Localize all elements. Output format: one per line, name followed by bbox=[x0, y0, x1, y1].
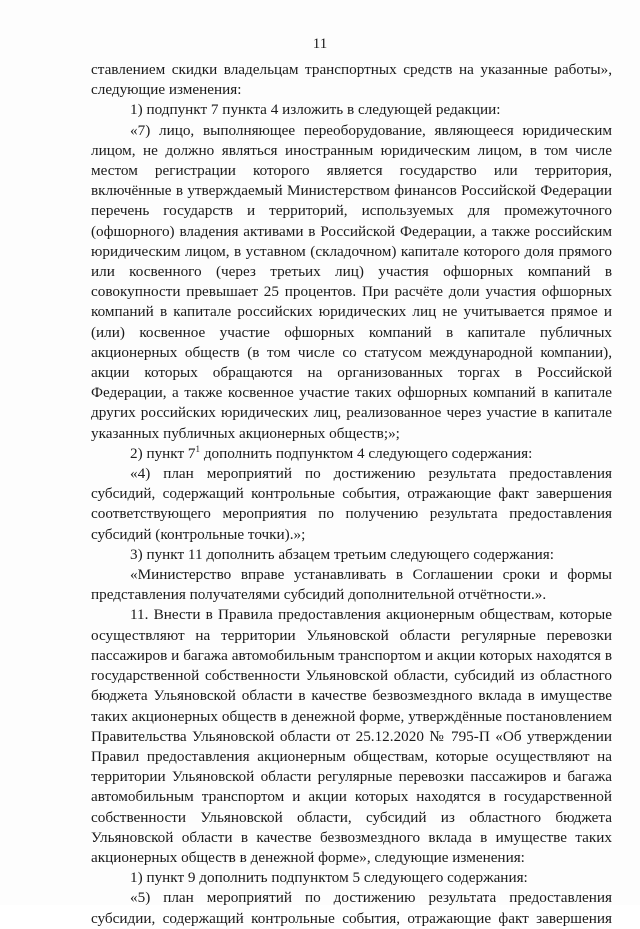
paragraph-item-2 bbox=[91, 444, 612, 464]
item-2-text-before: 2) пункт 7 bbox=[130, 444, 196, 462]
item-2-text-after: дополнить подпунктом 4 следующего содержания: bbox=[200, 444, 533, 462]
paragraph-item-1: 1) подпункт 7 пункта 4 изложить в следующей редакции: bbox=[130, 101, 501, 119]
paragraph-item-1-b: 1) пункт 9 дополнить подпунктом 5 следующего содержания: bbox=[130, 869, 528, 887]
paragraph-continuation: ставлением скидки владельцам транспортных средств на указанные работы», следующие изменения: bbox=[91, 61, 612, 99]
paragraph-quote-ministry: «Министерство вправе устанавливать в Соглашении сроки и формы представления получателями субсидий дополнительной отчётности.». bbox=[91, 566, 612, 604]
paragraph-section-11: 11. Внести в Правила предоставления акционерным обществам, которые осуществляют на территории Ульяновской области регулярные перевозки пассажиров и багажа автомобильным транспортом и акции которых находятся в государственной собственности Ульяновской области, субсидий из областного бюджета Ульяновской области в качестве безвозмездного вклада в имуществе таких акционерных обществ в денежной форме, утверждённые постановлением Правительства Ульяновской области от 25.12.2020 № 795-П «Об утверждении Правил предоставления акционерным обществам, которые осуществляют на территории Ульяновской области регулярные перевозки пассажиров и багажа автомобильным транспортом и акции которых находятся в государственной собственности Ульяновской области, субсидий из областного бюджета Ульяновской области в качестве безвозмездного вклада в имуществе таких акционерных обществ в денежной форме», следующие изменения: bbox=[91, 606, 612, 866]
paragraph-quote-5: «5) план мероприятий по достижению результата предоставления субсидии, содержащий контрольные события, отражающие факт завершения bbox=[91, 889, 612, 927]
paragraph-quote-4: «4) план мероприятий по достижению результата предоставления субсидий, содержащий контрольные события, отражающие факт завершения соответствующего мероприятия по получению результата предоставления субсидий (контрольные точки).»; bbox=[91, 465, 612, 543]
document-body bbox=[91, 60, 612, 929]
superscript: 1 bbox=[195, 443, 201, 454]
paragraph-item-3: 3) пункт 11 дополнить абзацем третьим следующего содержания: bbox=[130, 545, 554, 563]
paragraph-quote-7: «7) лицо, выполняющее переоборудование, являющееся юридическим лицом, не должно являться иностранным юридическим лицом, в том числе местом регистрации которого является государство или территория, включённые в утверждаемый Министерством финансов Российской Федерации перечень государств и территорий, используемых для промежуточного (офшорного) владения активами в Российской Федерации, а также российским юридическим лицом, в уставном (складочном) капитале которого доля прямого или косвенного (через третьих лиц) участия офшорных компаний в совокупности превышает 25 процентов. При расчёте доли участия офшорных компаний в капитале российских юридических лиц не учитывается прямое и (или) косвенное участие офшорных компаний в капитале публичных акционерных обществ (в том числе со статусом международной компании), акции которых обращаются на организованных торгах в Российской Федерации, а также косвенное участие таких офшорных компаний в капитале других российских юридических лиц, реализованное через участие в капитале указанных публичных акционерных обществ;»; bbox=[91, 121, 612, 442]
page-number: 11 bbox=[312, 36, 328, 52]
